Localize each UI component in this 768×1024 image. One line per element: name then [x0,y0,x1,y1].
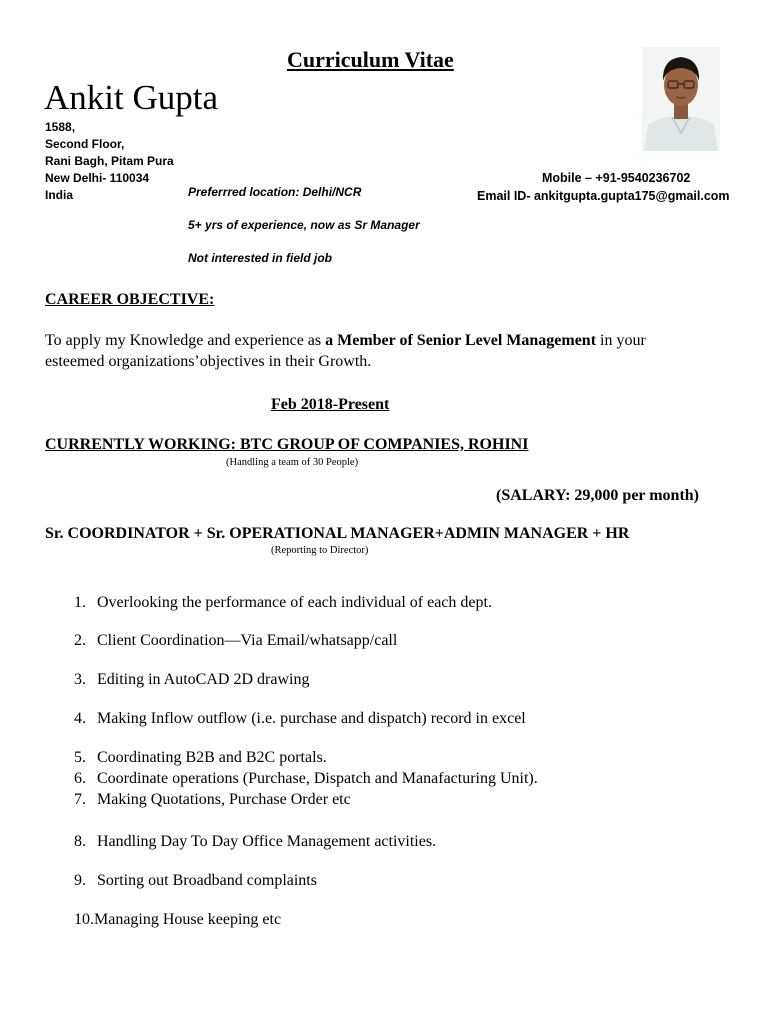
list-text: Coordinate operations (Purchase, Dispatch and Manafacturing Unit). [97,770,538,787]
list-text: Making Inflow outflow (i.e. purchase and dispatch) record in excel [97,710,526,727]
field-job-note: Not interested in field job [188,251,333,265]
list-number: 2. [74,632,86,649]
list-item [74,911,281,929]
list-text: Client Coordination—Via Email/whatsapp/call [97,632,398,649]
address-line: New Delhi- 110034 [45,171,150,185]
list-number: 5. [74,749,86,766]
list-item [74,594,492,612]
list-number: 1. [74,594,86,611]
career-text-part: To apply my Knowledge and experience as [45,332,326,349]
list-number: 7. [74,791,86,808]
list-number: 6. [74,770,86,787]
list-number: 4. [74,710,86,727]
address-line: India [45,188,74,202]
career-objective-text [45,332,646,350]
experience-summary: 5+ yrs of experience, now as Sr Manager [188,218,420,232]
list-item [74,710,526,728]
list-number: 9. [74,872,86,889]
career-text-part: in your [596,332,646,349]
list-item [74,791,351,809]
job-period: Feb 2018-Present [271,396,390,413]
list-item [74,749,327,767]
list-text: Editing in AutoCAD 2D drawing [97,671,310,688]
list-item [74,833,436,851]
email-address: Email ID- ankitgupta.gupta175@gmail.com [477,189,730,203]
address-line: Second Floor, [45,137,125,151]
team-size-note: (Handling a team of 30 People) [226,457,359,468]
document-title: Curriculum Vitae [287,47,454,72]
address-line: 1588, [45,120,76,134]
preferred-location: Preferrred location: Delhi/NCR [188,185,362,199]
list-number: 3. [74,671,86,688]
list-item [74,632,397,650]
list-item [74,872,317,890]
list-item [74,671,309,689]
list-number: 10. [74,911,94,928]
profile-photo [642,47,720,151]
address-line: Rani Bagh, Pitam Pura [45,154,174,168]
mobile-number: Mobile – +91-9540236702 [542,171,691,185]
career-objective-text-line2: esteemed organizations’objectives in their Growth. [45,353,372,370]
salary: (SALARY: 29,000 per month) [496,487,700,504]
career-text-bold: a Member of Senior Level Management [325,332,597,349]
list-text: Overlooking the performance of each individual of each dept. [97,594,492,611]
career-objective-heading: CAREER OBJECTIVE: [45,291,215,308]
candidate-name: Ankit Gupta [44,78,219,117]
list-text: Handling Day To Day Office Management activities. [97,833,437,850]
list-number: 8. [74,833,86,850]
reporting-note: (Reporting to Director) [271,545,369,556]
list-text: Sorting out Broadband complaints [97,872,317,889]
list-text: Coordinating B2B and B2C portals. [97,749,327,766]
list-text: Making Quotations, Purchase Order etc [97,791,351,808]
list-text: Managing House keeping etc [94,911,282,928]
job-role: Sr. COORDINATOR + Sr. OPERATIONAL MANAGER+ADMIN MANAGER + HR [45,525,630,542]
current-company: CURRENTLY WORKING: BTC GROUP OF COMPANIES, ROHINI [45,436,529,453]
list-item [74,770,538,788]
person-portrait-icon [642,47,720,151]
